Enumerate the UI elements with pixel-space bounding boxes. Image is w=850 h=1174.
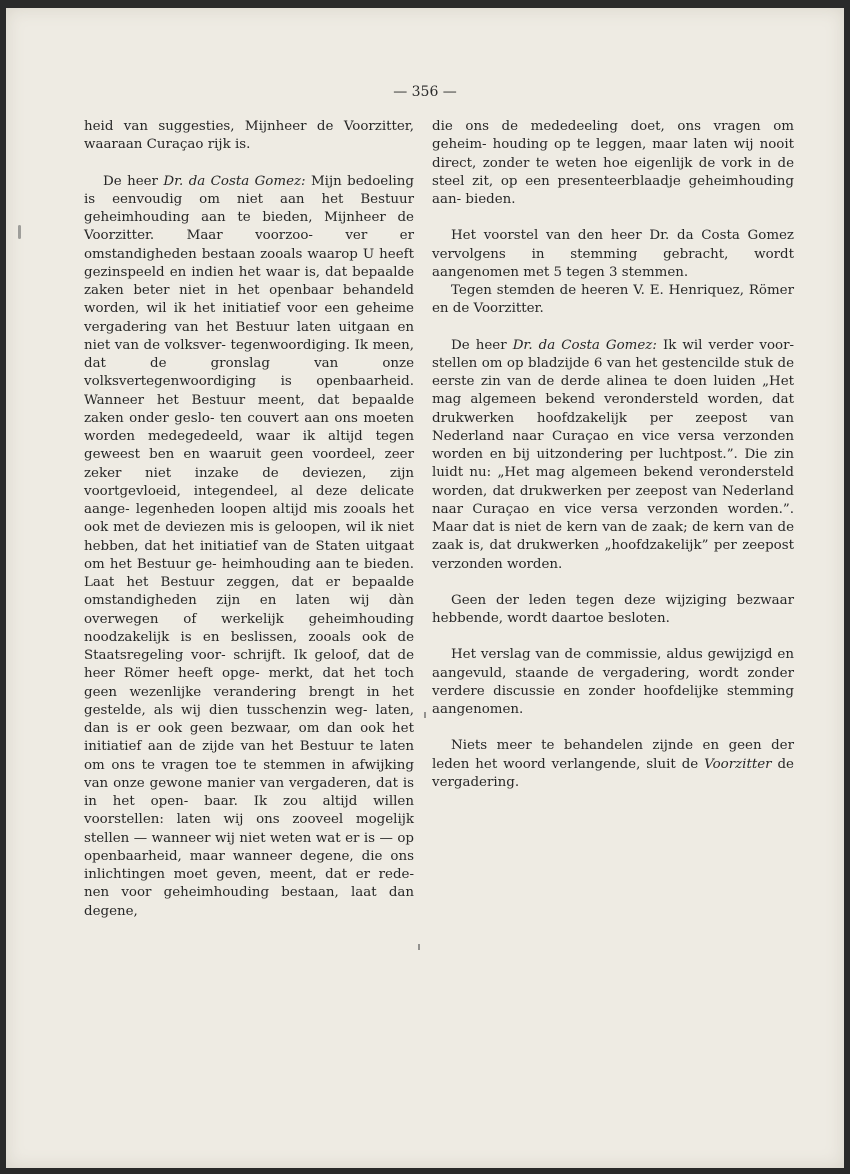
paragraph-speech — [84, 173, 414, 921]
paragraph-report-adopted: Het verslag van de commissie, aldus gewijzigd en aangevuld, staande de vergadering, wordt zonder verdere discussie en zonder hoofdelijke stemming aangenomen. — [432, 647, 794, 717]
paragraph-speech — [432, 337, 794, 574]
stray-mark — [424, 712, 426, 718]
speech-prefix: De heer — [451, 337, 513, 353]
closing-text: Niets meer te behandelen zijnde en geen der leden het woord verlangende, sluit de — [432, 738, 794, 772]
left-column — [84, 118, 414, 921]
paragraph-vote-against: Tegen stemden de heeren V. E. Henriquez, Römer en de Voorzitter. — [432, 283, 794, 317]
paragraph-closing — [432, 737, 794, 792]
stray-mark — [418, 944, 420, 950]
speech-text: Mijn bedoeling is eenvoudig om niet aan het Bestuur geheimhouding aan te bieden, Mijnheer de Voorzitter. Maar voorzoo- ver er omstandigheden bestaan zooals waarop U heeft gezinspeeld en indien het waar is, dat bepaalde zaken beter niet in het openbaar behandeld worden, wil ik het initiatief voor een geheime vergadering van het Bestuur laten uitgaan en niet van de volksver- tegenwoordiging. Ik meen, dat de gronslag van onze volksvertegenwoordiging is openbaarheid. Wanneer het Bestuur meent, dat bepaalde zaken onder geslo- ten couvert aan ons moeten worden medegedeeld, waar ik altijd tegen geweest ben en waaruit geen voordeel, zeer zeker niet inzake de deviezen, zijn voortgevloeid, integendeel, al deze delicate aange- legenheden loopen altijd mis zooals het ook met de deviezen mis is geloopen, wil ik niet hebben, dat het initiatief van de Staten uitgaat om het Bestuur ge- heimhouding aan te bieden. Laat het Bestuur zeggen, dat er bepaalde omstandigheden zijn en laten wij dàn overwegen of werkelijk geheimhouding noodzakelijk is en beslissen, zooals ook de Staatsregeling voor- schrijft. Ik geloof, dat de heer Römer heeft opge- merkt, dat het toch geen wezenlijke verandering brengt in het gestelde, als wij dien tusschenzin weg- laten, dan is er ook geen bezwaar, om dan ook het initiatief aan de zijde van het Bestuur te laten om ons te vragen toe te stemmen in afwijking van onze gewone manier van vergaderen, dat is in het open- baar. Ik zou altijd willen voorstellen: laten wij ons zooveel mogelijk stellen — wanneer wij niet weten wat er is — op openbaarheid, maar wanneer degene, die ons inlichtingen moet geven, meent, dat er rede- nen voor geheimhouding bestaan, laat dan degene, — [84, 173, 414, 919]
page-number: — 356 — — [393, 84, 457, 100]
paragraph: die ons de mededeeling doet, ons vragen om geheim- houding op te leggen, maar laten wij nooit direct, zonder te weten hoe eigenlijk de vork in de steel zit, op een presenteerblaadje geheimhouding aan- bieden. — [432, 119, 794, 207]
paragraph-vote-result: Het voorstel van den heer Dr. da Costa Gomez vervolgens in stemming gebracht, wordt aangenomen met 5 tegen 3 stemmen. — [432, 228, 794, 280]
speaker-name: Dr. da Costa Gomez: — [512, 337, 657, 353]
paragraph-decision: Geen der leden tegen deze wijziging bezwaar hebbende, wordt daartoe besloten. — [432, 592, 794, 626]
paragraph: heid van suggesties, Mijnheer de Voorzitter, waaraan Curaçao rijk is. — [84, 119, 414, 153]
closing-end: de vergadering. — [432, 756, 794, 790]
speaker-name: Dr. da Costa Gomez: — [163, 173, 306, 189]
chairman-name: Voorzitter — [704, 756, 772, 772]
speech-prefix: De heer — [103, 173, 164, 189]
right-column — [432, 118, 794, 792]
binding-mark — [18, 225, 21, 239]
speech-text: Ik wil verder voor- stellen om op bladzijde 6 van het gestencilde stuk de eerste zin van de derde alinea te doen luiden „Het mag algemeen bekend verondersteld worden, dat drukwerken hoofdzakelijk per zeepost van Nederland naar Curaçao en vice versa verzonden worden en bij uitzondering per luchtpost.”. Die zin luidt nu: „Het mag algemeen bekend verondersteld worden, dat drukwerken per zeepost van Nederland naar Curaçao en vice versa verzonden worden.”. Maar dat is niet de kern van de zaak; de kern van de zaak is, dat drukwerken „hoofdzakelijk” per zeepost verzonden worden. — [432, 337, 794, 572]
